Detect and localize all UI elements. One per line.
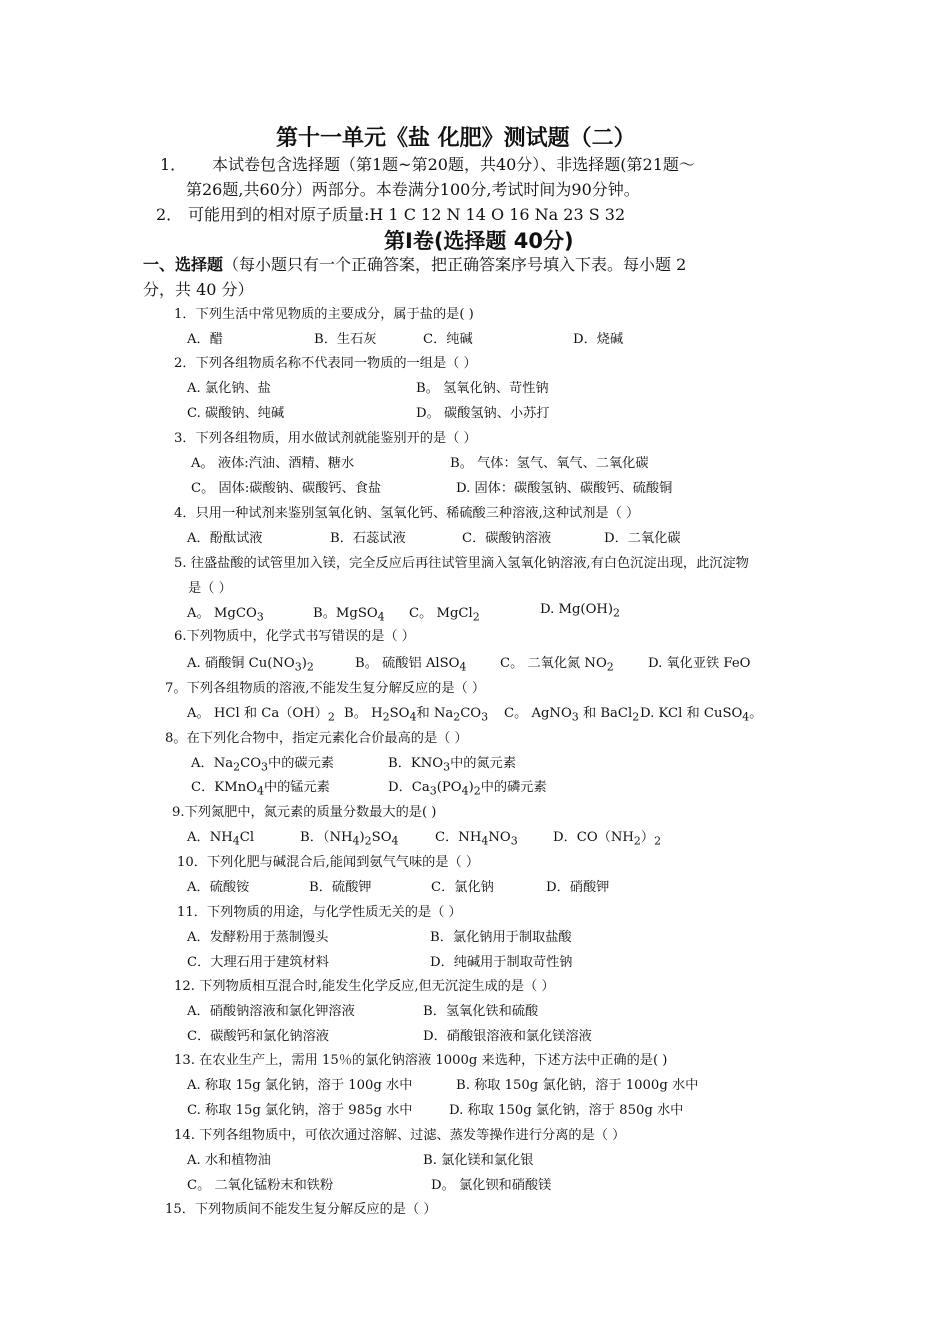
q6-option-c: C。 二氧化氮 $NO_2$ bbox=[500, 656, 614, 674]
q3-option-a: A。 液体:汽油、酒精、糖水 bbox=[191, 456, 355, 471]
q2-option-d: D。 碳酸氢钠、小苏打 bbox=[416, 406, 550, 421]
q11-option-d: D．纯碱用于制取苛性钠 bbox=[430, 955, 573, 970]
intro-line-1: 本试卷包含选择题（第1题~第20题，共40分）、非选择题(第21题～ bbox=[212, 155, 695, 174]
question-11: 11．下列物质的用途，与化学性质无关的是（ ） bbox=[177, 905, 462, 920]
q8-option-b: B．$KNO_3$中的氮元素 bbox=[388, 756, 517, 774]
q6-option-b: B。 硫酸铝 AlSO$_4$ bbox=[355, 656, 467, 674]
question-15: 15．下列物质间不能发生复分解反应的是（ ） bbox=[165, 1202, 437, 1217]
q4-option-a: A．酚酞试液 bbox=[187, 531, 263, 546]
question-6: 6.下列物质中，化学式书写错误的是（ ） bbox=[174, 629, 415, 644]
q1-option-a: A．醋 bbox=[187, 332, 223, 347]
q2-option-a: A. 氯化钠、盐 bbox=[187, 381, 271, 396]
question-12: 12. 下列物质相互混合时,能发生化学反应,但无沉淀生成的是（ ） bbox=[174, 979, 555, 994]
q9-option-d: D．$CO(NH_2)_2$ bbox=[553, 830, 662, 848]
q10-option-a: A．硫酸铵 bbox=[187, 880, 250, 895]
q11-option-c: C．大理石用于建筑材料 bbox=[187, 955, 329, 970]
q1-option-d: D．烧碱 bbox=[573, 332, 624, 347]
intro-line-1b: 第26题,共60分）两部分。本卷满分100分,考试时间为90分钟。 bbox=[186, 180, 640, 199]
q11-option-a: A．发酵粉用于蒸制馒头 bbox=[187, 930, 329, 945]
part1-title: 第Ⅰ卷(选择题 40分) bbox=[384, 229, 574, 253]
q13-option-b: B. 称取 150g 氯化钠，溶于 1000g 水中 bbox=[456, 1078, 699, 1093]
q12-option-a: A．硝酸钠溶液和氯化钾溶液 bbox=[187, 1004, 355, 1019]
intro-line-2: 可能用到的相对原子质量:H 1 C 12 N 14 O 16 Na 23 S 32 bbox=[188, 205, 626, 224]
q9-option-b: B．$(NH_4)_2SO_4$ bbox=[300, 830, 399, 848]
q5-option-d: D. $Mg(OH)_2$ bbox=[540, 602, 621, 620]
page-title: 第十一单元《盐 化肥》测试题（二） bbox=[276, 126, 636, 151]
question-10: 10．下列化肥与碱混合后,能闻到氨气气味的是（ ） bbox=[177, 855, 480, 870]
question-8: 8。在下列化合物中，指定元素化合价最高的是（ ） bbox=[165, 731, 468, 746]
q14-option-c: C。 二氧化锰粉末和铁粉 bbox=[187, 1178, 334, 1193]
q3-option-c: C。 固体:碳酸钠、碳酸钙、食盐 bbox=[191, 481, 382, 496]
q11-option-b: B．氯化钠用于制取盐酸 bbox=[430, 930, 572, 945]
q6-option-d: D. 氧化亚铁 FeO bbox=[648, 656, 751, 671]
q12-option-d: D．硝酸银溶液和氯化镁溶液 bbox=[423, 1029, 592, 1044]
q8-option-c: C．KMnO$_4$中的锰元素 bbox=[191, 780, 330, 798]
question-2: 2．下列各组物质名称不代表同一物质的一组是（ ） bbox=[174, 356, 477, 371]
q14-option-b: B. 氯化镁和氯化银 bbox=[423, 1153, 534, 1168]
q7-option-a: A。 HCl 和 $Ca(OH)_2$ bbox=[187, 706, 335, 724]
q8-option-d: D．$Ca_3(PO_4)_2$中的磷元素 bbox=[388, 780, 547, 798]
q13-option-d: D. 称取 150g 氯化钠，溶于 850g 水中 bbox=[449, 1103, 684, 1118]
q6-option-a: A. 硝酸铜 $Cu(NO_3)_2$ bbox=[187, 656, 314, 674]
q4-option-d: D．二氧化碳 bbox=[604, 531, 681, 546]
q1-option-b: B．生石灰 bbox=[314, 332, 377, 347]
q2-option-c: C. 碳酸钠、纯碱 bbox=[187, 406, 285, 421]
q5-option-a: A。 MgCO$_3$ bbox=[187, 606, 264, 624]
q12-option-b: B．氢氧化铁和硫酸 bbox=[423, 1004, 539, 1019]
q7-option-c: C。 AgNO$_3$ 和 BaCl$_2$ bbox=[504, 706, 640, 724]
question-5-cont: 是（ ） bbox=[188, 581, 232, 596]
q8-option-a: A．$Na_2CO_3$中的碳元素 bbox=[191, 756, 334, 774]
q13-option-c: C. 称取 15g 氯化钠，溶于 985g 水中 bbox=[187, 1103, 413, 1118]
q7-option-b: B。 $H_2SO_4$和 $Na_2CO_3$ bbox=[344, 706, 489, 724]
q14-option-a: A. 水和植物油 bbox=[187, 1153, 271, 1168]
q10-option-b: B．硫酸钾 bbox=[309, 880, 372, 895]
q9-option-a: A．$NH_4Cl$ bbox=[187, 830, 255, 848]
question-13: 13. 在农业生产上，需用 15％的氯化钠溶液 1000g 来选种，下述方法中正确的是( ) bbox=[174, 1053, 668, 1068]
q4-option-b: B．石蕊试液 bbox=[330, 531, 406, 546]
q4-option-c: C．碳酸钠溶液 bbox=[462, 531, 552, 546]
section-heading bbox=[143, 252, 686, 275]
q5-option-b: B。MgSO$_4$ bbox=[313, 606, 385, 624]
q9-option-c: C．$NH_4NO_3$ bbox=[435, 830, 518, 848]
question-7: 7。下列各组物质的溶液,不能发生复分解反应的是（ ） bbox=[165, 681, 486, 696]
q1-option-c: C．纯碱 bbox=[423, 332, 473, 347]
q12-option-c: C．碳酸钙和氯化钠溶液 bbox=[187, 1029, 329, 1044]
q7-option-d: D. KCl 和 CuSO$_4$。 bbox=[640, 706, 763, 724]
section-note-2: 分，共 40 分） bbox=[143, 280, 254, 299]
question-4: 4．只用一种试剂来鉴别氢氧化钠、氢氧化钙、稀硫酸三种溶液,这种试剂是（ ） bbox=[174, 506, 640, 521]
question-5: 5. 往盛盐酸的试管里加入镁，完全反应后再往试管里滴入氢氧化钠溶液,有白色沉淀出现，此沉淀物 bbox=[174, 556, 749, 571]
q3-option-d: D. 固体：碳酸氢钠、碳酸钙、硫酸铜 bbox=[456, 481, 673, 496]
question-9: 9.下列氮肥中，氮元素的质量分数最大的是( ) bbox=[172, 805, 437, 820]
q5-option-c: C。 MgCl$_2$ bbox=[409, 606, 480, 624]
section-label: 一、选择题 bbox=[143, 255, 224, 274]
q3-option-b: B。 气体：氢气、氧气、二氧化碳 bbox=[450, 456, 649, 471]
question-1: 1．下列生活中常见物质的主要成分，属于盐的是( ) bbox=[174, 307, 474, 322]
section-note: （每小题只有一个正确答案，把正确答案序号填入下表。每小题 2 bbox=[223, 255, 687, 274]
q13-option-a: A. 称取 15g 氯化钠，溶于 100g 水中 bbox=[187, 1078, 413, 1093]
question-3: 3．下列各组物质，用水做试剂就能鉴别开的是（ ） bbox=[174, 431, 477, 446]
question-14: 14. 下列各组物质中，可依次通过溶解、过滤、蒸发等操作进行分离的是（ ） bbox=[174, 1128, 626, 1143]
q10-option-c: C．氯化钠 bbox=[431, 880, 494, 895]
intro-number-2: 2． bbox=[156, 205, 183, 224]
intro-number-1: 1． bbox=[160, 155, 187, 174]
q10-option-d: D．硝酸钾 bbox=[546, 880, 610, 895]
q2-option-b: B。 氢氧化钠、苛性钠 bbox=[416, 381, 549, 396]
q14-option-d: D。 氯化钡和硝酸镁 bbox=[431, 1178, 552, 1193]
